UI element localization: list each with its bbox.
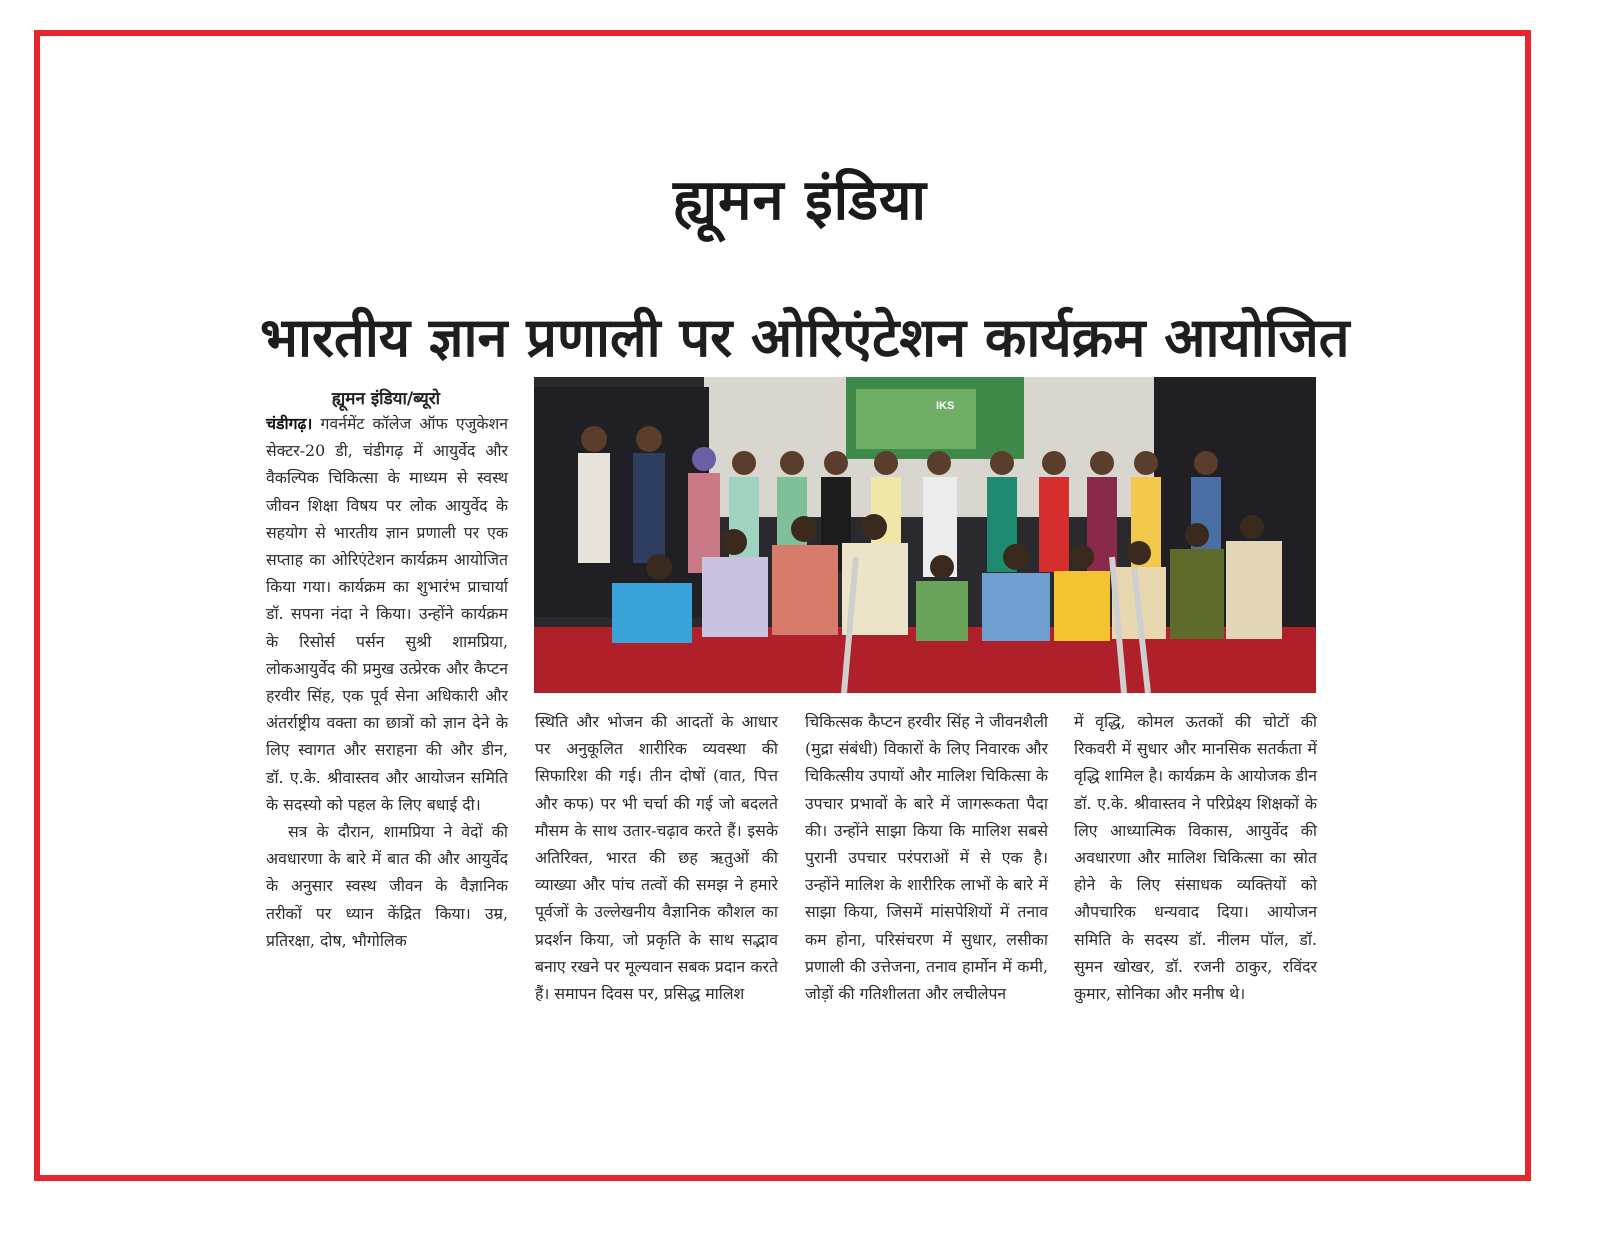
article-paragraph <box>266 410 508 818</box>
article-paragraph: में वृद्धि, कोमल ऊतकों की चोटों की रिकवरी में सुधार और मानसिक सतर्कता में वृद्धि शामिल है। कार्यक्रम के आयोजक डीन डॉ. ए.के. श्रीवास्तव ने परिप्रेक्ष्य शिक्षकों के लिए आध्यात्मिक विकास, आयुर्वेद की अवधारणा और मालिश चिकित्सा का स्रोत होने के लिए संसाधक व्यक्तियों को औपचारिक धन्यवाद दिया। आयोजन समिति के सदस्य डॉ. नीलम पॉल, डॉ. सुमन खोखर, डॉ. रजनी ठाकुर, रविंदर कुमार, सोनिका और मनीष थे। <box>1074 712 1317 1004</box>
group-photo <box>534 377 1316 693</box>
newspaper-masthead: ह्यूमन इंडिया <box>672 168 928 233</box>
article-paragraph: स्थिति और भोजन की आदतों के आधार पर अनुकूलित शारीरिक व्यवस्था की सिफारिश की गई। तीन दोषों (वात, पित्त और कफ) पर भी चर्चा की गई जो बदलते मौसम के साथ उतार-चढ़ाव करते हैं। इसके अतिरिक्त, भारत की छह ऋतुओं की व्याख्या और पांच तत्वों की समझ ने हमारे पूर्वजों के उल्लेखनीय वैज्ञानिक कौशल का प्रदर्शन किया, जो प्रकृति के साथ सद्भाव बनाए रखने पर मूल्यवान सबक प्रदान करते हैं। समापन दिवस पर, प्रसिद्ध मालिश <box>535 712 778 1004</box>
screen-label: IKS <box>936 400 955 412</box>
article-column-3 <box>805 708 1048 1007</box>
article-paragraph: चिकित्सक कैप्टन हरवीर सिंह ने जीवनशैली (मुद्रा संबंधी) विकारों के लिए निवारक और चिकित्सीय उपायों और मालिश चिकित्सा के उपचार प्रभावों के बारे में जागरूकता पैदा की। उन्होंने साझा किया कि मालिश सबसे पुरानी उपचार परंपराओं में से एक है। उन्होंने मालिश के शारीरिक लाभों के बारे में साझा किया, जिसमें मांसपेशियों में तनाव कम होना, परिसंचरण में सुधार, लसीका प्रणाली की उत्तेजना, तनाव हार्मोन में कमी, जोड़ों की गतिशीलता और लचीलेपन <box>805 712 1048 1004</box>
article-column-2 <box>535 708 778 1007</box>
article-column-1 <box>266 410 508 954</box>
article-column-4 <box>1074 708 1317 1007</box>
article-text: गवर्नमेंट कॉलेज ऑफ एजुकेशन सेक्टर-20 डी, चंडीगढ़ में आयुर्वेद और वैकल्पिक चिकित्सा के माध्यम से स्वस्थ जीवन शिक्षा विषय पर लोक आयुर्वेद के सहयोग से भारतीय ज्ञान प्रणाली पर एक सप्ताह का ओरिएंटेशन कार्यक्रम आयोजित किया गया। कार्यक्रम का शुभारंभ प्राचार्या डॉ. सपना नंदा ने किया। उन्होंने कार्यक्रम के रिसोर्स पर्सन सुश्री शामप्रिया, लोकआयुर्वेद की प्रमुख उत्प्रेरक और कैप्टन हरवीर सिंह, एक पूर्व सेना अधिकारी और अंतर्राष्ट्रीय वक्ता का छात्रों को ज्ञान देने के लिए स्वागत और सराहना की और डीन, डॉ. ए.के. श्रीवास्तव और आयोजन समिति के सदस्यो को पहल के लिए बधाई दी। <box>266 414 508 814</box>
article-byline: ह्यूमन इंडिया/ब्यूरो <box>331 389 441 409</box>
article-headline: भारतीय ज्ञान प्रणाली पर ओरिएंटेशन कार्यक्रम आयोजित <box>260 306 1350 369</box>
article-paragraph: सत्र के दौरान, शामप्रिया ने वेदों की अवधारणा के बारे में बात की और आयुर्वेद के अनुसार स्वस्थ जीवन के वैज्ञानिक तरीकों पर ध्यान केंद्रित किया। उम्र, प्रतिरक्षा, दोष, भौगोलिक <box>266 822 508 950</box>
article-dateline: चंडीगढ़। <box>266 414 313 433</box>
